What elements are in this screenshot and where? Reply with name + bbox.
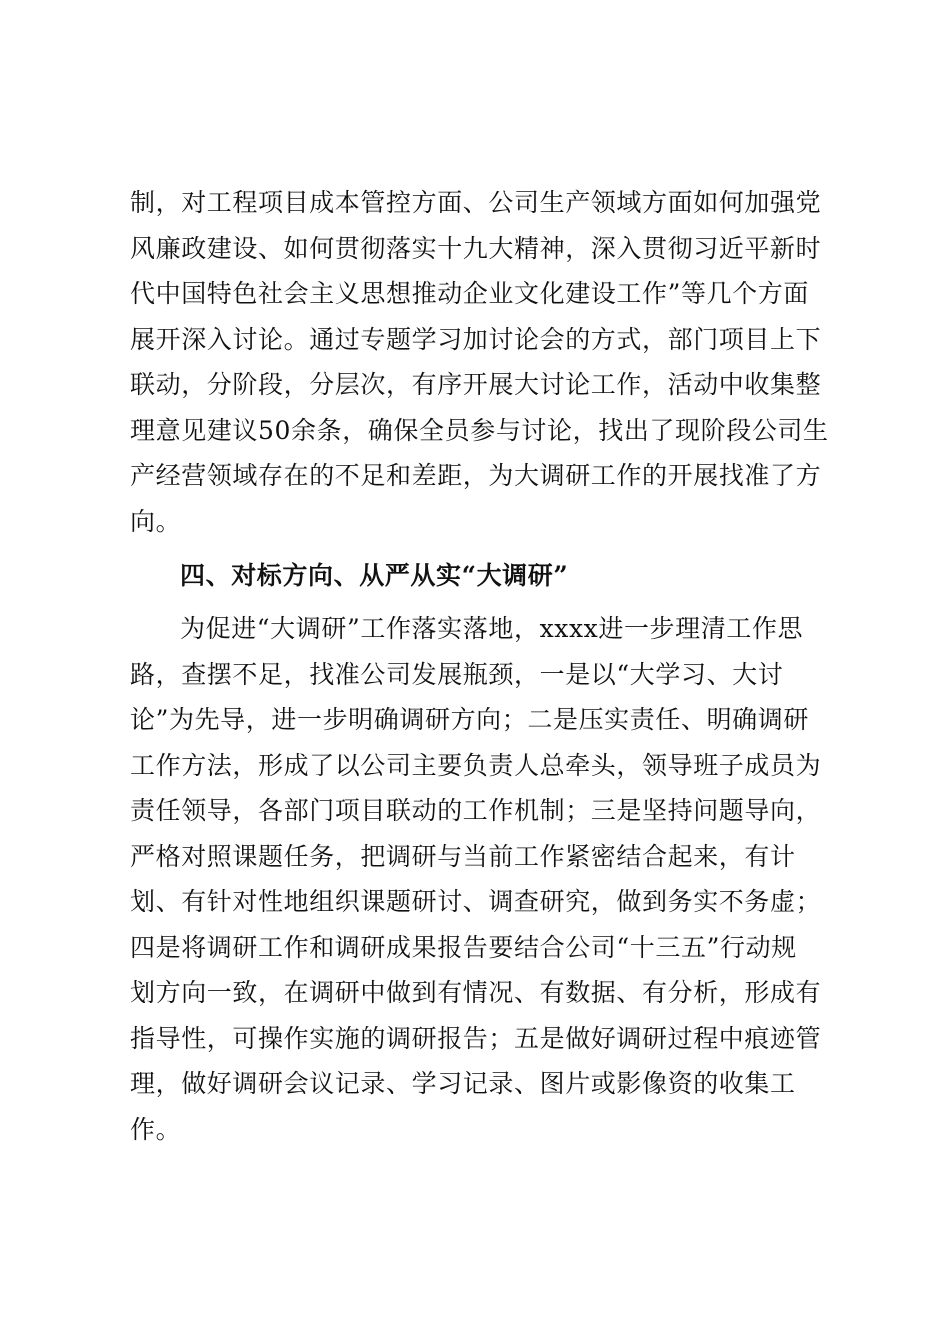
section-heading: 四、对标方向、从严从实“大调研” (180, 561, 569, 590)
paragraph-line: 联动，分阶段，分层次，有序开展大讨论工作，活动中收集整 (130, 370, 822, 399)
paragraph-line: 为促进“大调研”工作落实落地，xxxx进一步理清工作思 (180, 614, 804, 643)
paragraph-line: 产经营领域存在的不足和差距，为大调研工作的开展找准了方 (130, 461, 822, 490)
paragraph-line: 风廉政建设、如何贯彻落实十九大精神，深入贯彻习近平新时 (130, 233, 822, 263)
paragraph-line: 论”为先导，进一步明确调研方向；二是压实责任、明确调研 (130, 705, 809, 734)
paragraph-line: 工作方法，形成了以公司主要负责人总牵头，领导班子成员为 (130, 750, 822, 780)
paragraph-line: 划方向一致，在调研中做到有情况、有数据、有分析，形成有 (130, 978, 822, 1007)
paragraph-line: 代中国特色社会主义思想推动企业文化建设工作”等几个方面 (130, 279, 809, 308)
paragraph-line: 路，查摆不足，找准公司发展瓶颈，一是以“大学习、大讨 (130, 659, 784, 689)
paragraph-line: 展开深入讨论。通过专题学习加讨论会的方式，部门项目上下 (130, 324, 822, 354)
paragraph-line: 理，做好调研会议记录、学习记录、图片或影像资的收集工 (130, 1069, 796, 1098)
paragraph-line: 严格对照课题任务，把调研与当前工作紧密结合起来，有计 (130, 841, 796, 871)
paragraph-line: 责任领导，各部门项目联动的工作机制；三是坚持问题导向， (130, 796, 822, 825)
paragraph-line: 制，对工程项目成本管控方面、公司生产领域方面如何加强党 (130, 188, 822, 217)
paragraph-research-measures (130, 606, 830, 1152)
paragraph-line: 指导性，可操作实施的调研报告；五是做好调研过程中痕迹管 (130, 1023, 822, 1053)
document-page (130, 180, 830, 1152)
paragraph-discussion-summary (130, 180, 830, 544)
paragraph-line: 作。 (130, 1114, 182, 1144)
paragraph-line: 理意见建议50余条，确保全员参与讨论，找出了现阶段公司生 (130, 415, 829, 445)
paragraph-line: 向。 (130, 506, 182, 536)
paragraph-line: 划、有针对性地组织课题研讨、调查研究，做到务实不务虚； (130, 887, 822, 916)
paragraph-line: 四是将调研工作和调研成果报告要结合公司“十三五”行动规 (130, 932, 797, 962)
